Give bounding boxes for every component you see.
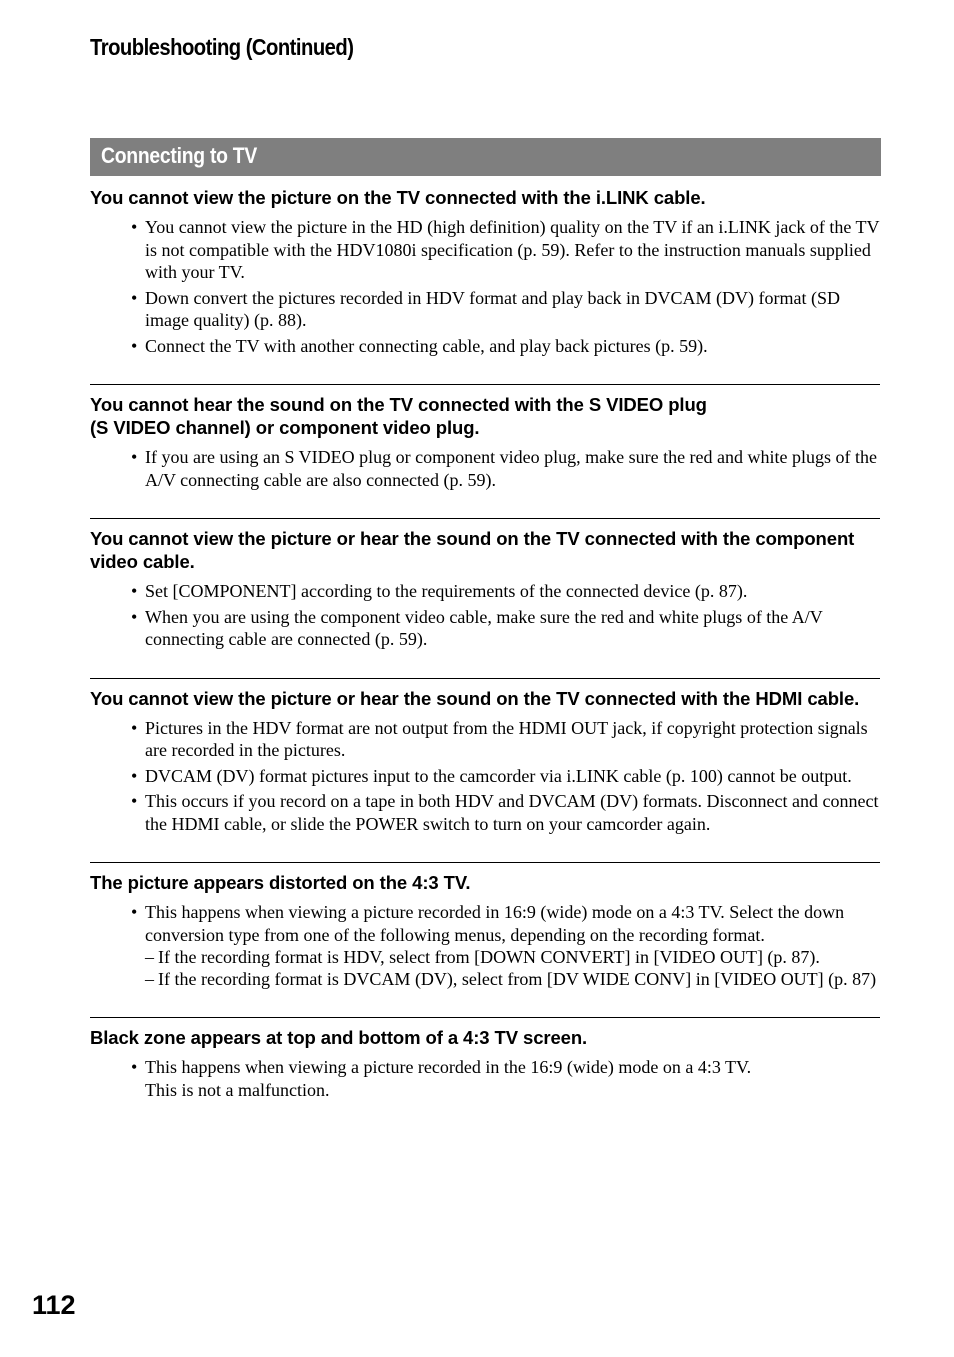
solution-item: • Down convert the pictures recorded in HDV format and play back in DVCAM (DV) format (SD image quality) (p. 88).: [90, 287, 880, 332]
trouble-item-s-video: [90, 384, 880, 518]
trouble-item-hdmi: [90, 678, 880, 863]
trouble-item-black-zone: [90, 1017, 880, 1128]
solution-item: [90, 901, 880, 990]
sub-list: [145, 946, 880, 990]
trouble-heading: [90, 393, 880, 439]
section-title: Connecting to TV: [101, 143, 258, 168]
solution-list: [90, 717, 880, 836]
solution-item: • You cannot view the picture in the HD (high definition) quality on the TV if an i.LINK jack of the TV is not compatible with the HDV1080i specification (p. 59). Refer to the instruction manuals supplied with your TV.: [90, 216, 880, 284]
solution-text: This happens when viewing a picture recorded in 16:9 (wide) mode on a 4:3 TV. Select the down conversion type from one of the following menus, depending on the recording format.: [145, 902, 845, 945]
solution-item: • When you are using the component video cable, make sure the red and white plugs of the A/V connecting cable are connected (p. 59).: [90, 606, 880, 651]
solution-line: This is not a malfunction.: [145, 1079, 330, 1100]
trouble-heading: You cannot view the picture or hear the sound on the TV connected with the component video cable.: [90, 528, 855, 572]
page-number: 112: [32, 1290, 76, 1320]
solution-item: • This occurs if you record on a tape in both HDV and DVCAM (DV) formats. Disconnect and connect the HDMI cable, or slide the POWER switch to turn on your camcorder again.: [90, 790, 880, 835]
trouble-heading: You cannot view the picture or hear the sound on the TV connected with the HDMI cable.: [90, 687, 860, 709]
trouble-item-ilink: [90, 186, 880, 384]
heading-line: You cannot hear the sound on the TV connected with the S VIDEO plug: [90, 394, 707, 415]
section-bar: [90, 138, 881, 176]
solution-item: • Set [COMPONENT] according to the requirements of the connected device (p. 87).: [90, 580, 880, 603]
trouble-item-distorted: [90, 862, 880, 1017]
solution-line: This happens when viewing a picture recorded in the 16:9 (wide) mode on a 4:3 TV.: [145, 1057, 752, 1077]
trouble-heading: You cannot view the picture on the TV connected with the i.LINK cable.: [90, 187, 706, 208]
solution-list: [90, 901, 880, 990]
trouble-heading: The picture appears distorted on the 4:3 TV.: [90, 872, 471, 893]
solution-item: • DVCAM (DV) format pictures input to the camcorder via i.LINK cable (p. 100) cannot be output.: [90, 765, 880, 788]
heading-line: (S VIDEO channel) or component video plug.: [90, 417, 480, 438]
sub-item: – If the recording format is DVCAM (DV), select from [DV WIDE CONV] in [VIDEO OUT] (p. 87): [145, 968, 880, 990]
solution-item: [90, 1056, 880, 1101]
solution-list: [90, 580, 880, 651]
trouble-heading: Black zone appears at top and bottom of a 4:3 TV screen.: [90, 1027, 588, 1048]
page-content: [90, 186, 880, 1128]
solution-list: [90, 216, 880, 357]
sub-item: – If the recording format is HDV, select from [DOWN CONVERT] in [VIDEO OUT] (p. 87).: [145, 946, 880, 968]
trouble-item-component: [90, 518, 880, 678]
solution-item: • If you are using an S VIDEO plug or component video plug, make sure the red and white plugs of the A/V connecting cable are also connected (p. 59).: [90, 446, 880, 491]
solution-item: • Connect the TV with another connecting cable, and play back pictures (p. 59).: [90, 335, 880, 358]
solution-list: [90, 1056, 880, 1101]
solution-list: [90, 446, 880, 491]
solution-item: • Pictures in the HDV format are not output from the HDMI OUT jack, if copyright protection signals are recorded in the pictures.: [90, 717, 880, 762]
running-head: Troubleshooting (Continued): [90, 34, 354, 60]
